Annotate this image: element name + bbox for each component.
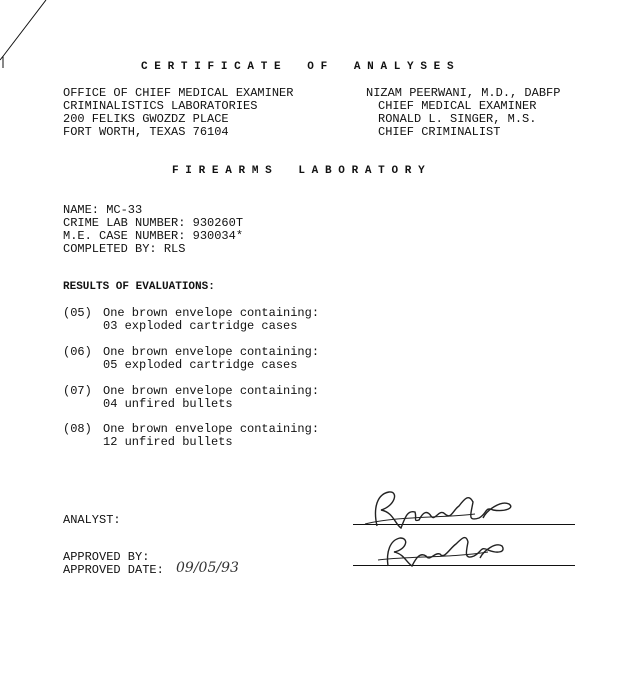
case-name: NAME: MC-33 bbox=[63, 203, 143, 217]
officials-line-4: CHIEF CRIMINALIST bbox=[378, 125, 501, 139]
result-number: (08) bbox=[63, 422, 92, 436]
result-line-2: 05 exploded cartridge cases bbox=[103, 358, 298, 372]
certificate-title: C E R T I F I C A T E O F A N A L Y S E S bbox=[141, 61, 454, 73]
analyst-label: ANALYST: bbox=[63, 513, 121, 527]
officials-line-1: NIZAM PEERWANI, M.D., DABFP bbox=[366, 86, 561, 100]
me-case-number: M.E. CASE NUMBER: 930034* bbox=[63, 229, 244, 243]
office-line-3: 200 FELIKS GWOZDZ PLACE bbox=[63, 112, 229, 126]
approved-by-label: APPROVED BY: bbox=[63, 550, 150, 564]
result-line-2: 04 unfired bullets bbox=[103, 397, 233, 411]
result-number: (06) bbox=[63, 345, 92, 359]
result-number: (05) bbox=[63, 306, 92, 320]
results-heading: RESULTS OF EVALUATIONS: bbox=[63, 281, 215, 293]
approved-date-value: 09/05/93 bbox=[176, 560, 239, 576]
approved-date-label: APPROVED DATE: bbox=[63, 563, 164, 577]
crime-lab-number: CRIME LAB NUMBER: 930260T bbox=[63, 216, 244, 230]
office-line-1: OFFICE OF CHIEF MEDICAL EXAMINER bbox=[63, 86, 294, 100]
result-line-2: 03 exploded cartridge cases bbox=[103, 319, 298, 333]
completed-by: COMPLETED BY: RLS bbox=[63, 242, 186, 256]
officials-line-3: RONALD L. SINGER, M.S. bbox=[378, 112, 537, 126]
result-line-1: One brown envelope containing: bbox=[103, 422, 320, 436]
result-line-2: 12 unfired bullets bbox=[103, 435, 233, 449]
result-line-1: One brown envelope containing: bbox=[103, 384, 320, 398]
officials-line-2: CHIEF MEDICAL EXAMINER bbox=[378, 99, 537, 113]
office-line-2: CRIMINALISTICS LABORATORIES bbox=[63, 99, 258, 113]
analyst-signature bbox=[355, 488, 525, 530]
approver-signature bbox=[370, 530, 520, 570]
scan-edge-mark bbox=[0, 0, 50, 70]
office-line-4: FORT WORTH, TEXAS 76104 bbox=[63, 125, 229, 139]
lab-title: F I R E A R M S L A B O R A T O R Y bbox=[172, 165, 425, 177]
result-number: (07) bbox=[63, 384, 92, 398]
result-line-1: One brown envelope containing: bbox=[103, 345, 320, 359]
result-line-1: One brown envelope containing: bbox=[103, 306, 320, 320]
